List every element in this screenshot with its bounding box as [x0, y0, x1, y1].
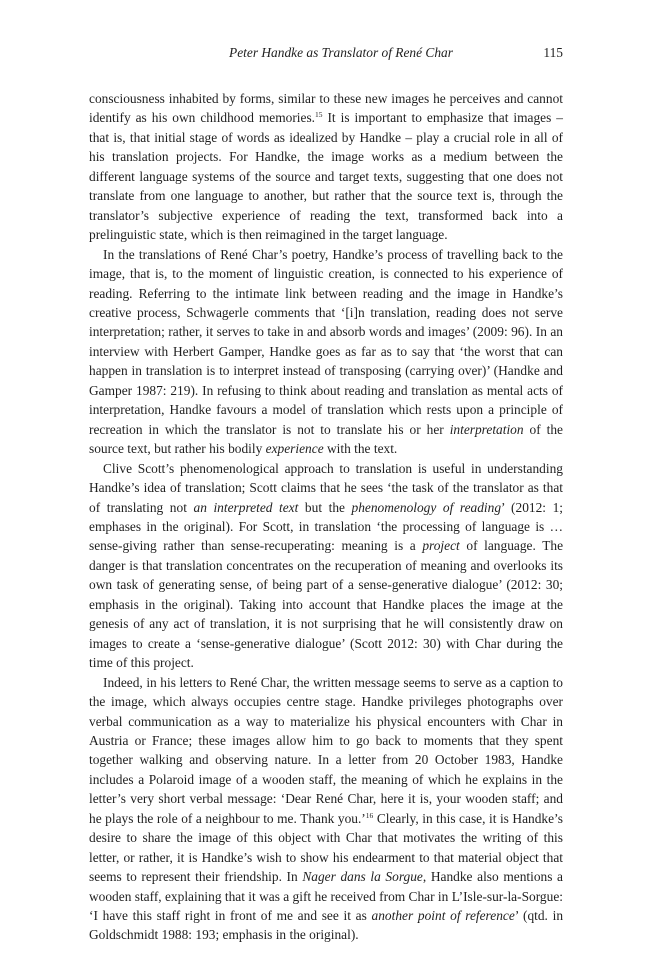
text-run: ’ (qtd. in Goldschmidt 1988: 193; emphasis in the original). — [89, 908, 564, 943]
paragraph-4 — [89, 673, 563, 945]
text-run: ’ (2012: 1; emphases in the original). For Scott, in translation ‘the processing of language is … sense-giving rather than sense-recuperating: meaning is a — [89, 499, 564, 554]
italic-text: project — [422, 538, 460, 554]
text-run: Clive Scott’s phenomenological approach to translation is useful in understanding Handke’s idea of translation; Scott claims that he sees ‘the task of the translator as that of translating not — [89, 460, 563, 515]
footnote-ref: 15 — [315, 110, 323, 120]
paragraph-1 — [89, 89, 563, 245]
italic-text: phenomenology of reading — [351, 499, 502, 515]
text-run: but the — [298, 499, 352, 515]
text-run: Clearly, in this case, it is Handke’s desire to share the image of this object with Char that motivates the writing of this letter, or rather, it is Handke’s wish to show his endearment to that material object that seems to represent their friendship. In — [89, 810, 563, 885]
text-run: consciousness inhabited by forms, similar to these new images he perceives and cannot identify as his own childhood memories. — [89, 91, 563, 126]
paragraph-2 — [89, 245, 563, 459]
text-run: It is important to emphasize that images – that is, that initial stage of words as idealized by Handke – play a crucial role in all of his translation projects. For Handke, the image works as a medium between the different language systems of the source and target texts, suggesting that one does not translate from one language to another, but rather that the source text is, through the translator’s subjective experience of reading the text, transformed back into a prelinguistic state, which is then reimagined in the target language. — [89, 110, 563, 243]
running-head — [89, 45, 563, 65]
text-run: , Handke also mentions a wooden staff, explaining that it was a gift he received from Char in L’Isle-sur-la-Sorgue: ‘I have this staff right in front of me and see it as — [89, 869, 564, 924]
text-run: In the translations of René Char’s poetry, Handke’s process of travelling back to the image, that is, to the moment of linguistic creation, is connected to his experience of reading. Referring to the intimate link between reading and the image in Handke’s creative process, Schwagerle comments that ‘[i]n translation, reading does not serve interpretation; rather, it serves to take in and absorb words and images’ (2009: 96). In an interview with Herbert Gamper, Handke goes as far as to say that ‘the worst that can happen in translation is to interpret instead of transposing (carrying over)’ (Handke and Gamper 1987: 219). In refusing to think about reading and translation as mental acts of interpretation, Handke favours a model of translation which rests upon a principle of recreation in which the translator is not to translate his or her — [89, 246, 563, 437]
footnote-ref: 16 — [365, 810, 374, 820]
text-run: with the text. — [323, 441, 398, 457]
page-number: 115 — [543, 45, 563, 60]
text-run: of the source text, but rather his bodily — [89, 421, 563, 457]
running-title: Peter Handke as Translator of René Char — [229, 45, 453, 60]
text-run: of language. The danger is that translation concentrates on the recuperation of meaning and overlooks its own task of generating sense, of being part of a sense-generative dialogue’ (2012: 30; emphasis in the original). Taking into account that Handke places the image at the genesis of any act of translation, it is not surprising that he will consistently draw on images to create a ‘sense-generative dialogue’ (Scott 2012: 30) with Char during the time of this project. — [89, 538, 564, 671]
italic-text: another point of reference — [371, 908, 515, 924]
paragraph-3 — [89, 459, 563, 673]
body-text — [89, 89, 563, 945]
text-run: Indeed, in his letters to René Char, the written message seems to serve as a caption to the image, which always occupies centre stage. Handke privileges photographs over verbal communication as a way to materialize his physical encounters with Char in Austria or France; these images allow him to go back to moments that they spent together walking and observing nature. In a letter from 20 October 1983, Handke includes a Polaroid image of a wooden staff, the meaning of which he explains in the letter’s very short verbal message: ‘Dear René Char, here it is, your wooden staff; and he plays the role of a neighbour to me. Thank you.’ — [89, 674, 563, 826]
italic-text: an interpreted text — [193, 499, 299, 515]
italic-text: Nager dans la Sorgue — [302, 869, 423, 885]
italic-text: interpretation — [449, 421, 524, 437]
italic-text: experience — [265, 441, 324, 457]
